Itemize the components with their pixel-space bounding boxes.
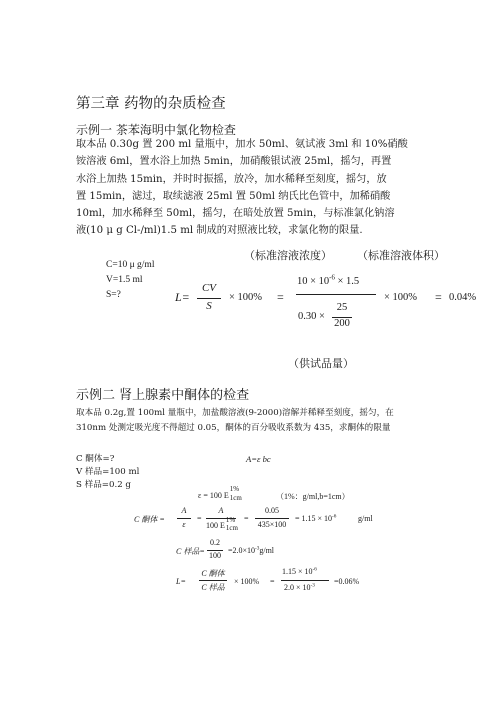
c-ketone-a: A: [181, 506, 187, 515]
text-line: 取本品 0.2g,置 100ml 量瓶中，加盐酸溶液(9-2000)溶解并稀释至刻度，摇匀，在: [76, 408, 394, 418]
fraction-bar: [177, 518, 191, 519]
formula1-times100b: × 100%: [384, 292, 418, 303]
c-ketone-result: = $1.15 \times 10^{-6}$: [295, 513, 337, 523]
c-ketone-a2: A: [218, 506, 224, 515]
given-v-sample: V 样品=100 ml: [76, 467, 140, 477]
fraction-bar: [255, 518, 289, 519]
example1-body: [76, 136, 408, 240]
given-v: V=1.5 ml: [106, 275, 143, 285]
text-line: 液(10 μ g Cl-/ml)1.5 ml 制成的对照液比较，求氯化物的限量.: [76, 225, 363, 237]
fraction-bar: [281, 580, 329, 581]
formula1-times100: × 100%: [229, 292, 263, 303]
text-line: 310nm 处测定吸光度不得超过 0.05，酮体的百分吸收系数为 435，求酮体的限量: [76, 422, 391, 433]
c-sample-d: 100: [209, 551, 221, 560]
formula1-s: S: [206, 300, 212, 312]
formula1-den-a: 0.30 ×: [298, 311, 325, 322]
text-line: 10ml，加水稀释至 50ml，摇匀，在暗处放置 5min，与标准氯化钠溶: [76, 208, 395, 220]
example1-title: 示例一 茶苯海明中氯化物检查: [76, 123, 236, 137]
text-line: 水浴上加热 15min，并时时振摇，放冷，加水稀释至刻度，摇匀，放: [76, 173, 387, 185]
c-ketone-d3: 435×100: [257, 520, 287, 529]
text-line: 置 15min，滤过，取续滤液 25ml 置 50ml 纳氏比色管中，加稀硝酸: [76, 190, 391, 202]
text-line: 取本品 0.30g 置 200 ml 量瓶中，加水 50ml、氨试液 3ml 和 10%硝酸: [76, 139, 408, 150]
std-vol-label: （标准溶液体积）: [357, 249, 445, 262]
given-c-ketone: C 酮体=?: [76, 454, 115, 464]
c-ketone-unit: g/ml: [358, 514, 373, 523]
given-a: A=ε bc: [246, 454, 271, 464]
limit-n2: $1.15 \times 10^{-6}$: [282, 566, 317, 576]
fraction-bar: [199, 580, 227, 581]
c-sample-lhs: C 样品=: [176, 547, 205, 556]
epsilon-note: （1%：g/ml,b=1cm）: [276, 492, 350, 501]
c-sample-n: 0.2: [210, 538, 220, 547]
formula1-cv: CV: [201, 282, 217, 294]
example2-title: 示例二 肾上腺素中酮体的检查: [76, 388, 250, 403]
formula1-den-25: 25: [336, 302, 348, 313]
example2-body: [76, 406, 394, 435]
c-ketone-eq2: =: [244, 514, 249, 523]
limit-lhs: L=: [176, 577, 186, 586]
given-s: S=?: [106, 290, 121, 300]
fraction-bar: [197, 298, 221, 299]
epsilon-definition: ε = 100 E 1% 1cm: [198, 485, 242, 502]
formula1-den-200: 200: [334, 318, 350, 329]
c-ketone-eq: =: [197, 514, 202, 523]
c-ketone-lhs: C 酮体 =: [134, 515, 165, 524]
limit-times: × 100%: [234, 577, 260, 586]
given-s-sample: S 样品=0.2 g: [76, 480, 131, 490]
formula1-eq2: =: [435, 290, 442, 304]
limit-d2: $2.0 \times 10^{-3}$: [284, 582, 315, 592]
limit-d: C 样品: [201, 583, 225, 592]
sample-label: （供试品量）: [288, 357, 354, 370]
c-ketone-eps: ε: [182, 520, 186, 529]
limit-result: =0.06%: [334, 577, 360, 586]
formula1-lhs: L=: [175, 290, 190, 304]
fraction-bar: [296, 294, 376, 295]
limit-n: C 酮体: [201, 569, 225, 578]
formula1-result: 0.04%: [449, 292, 477, 303]
limit-eq: =: [270, 577, 275, 586]
std-conc-label: （标准溶液浓度）: [244, 249, 332, 262]
given-c: C=10 μ g/ml: [106, 260, 155, 270]
text-line: 铵溶液 6ml，置水浴上加热 5min，加硝酸银试液 25ml，摇匀，再置: [76, 156, 392, 168]
c-sample-result: $=2.0\times 10^{-3}g/ml$: [228, 545, 275, 555]
c-ketone-den2: 100 E 1% 1cm: [206, 516, 238, 532]
chapter-title: 第三章 药物的杂质检查: [76, 96, 226, 112]
formula1-eq: =: [277, 290, 284, 304]
formula1-num: $10 \times 10^{-6} \times 1.5$: [297, 274, 360, 287]
c-ketone-n3: 0.05: [265, 506, 279, 515]
